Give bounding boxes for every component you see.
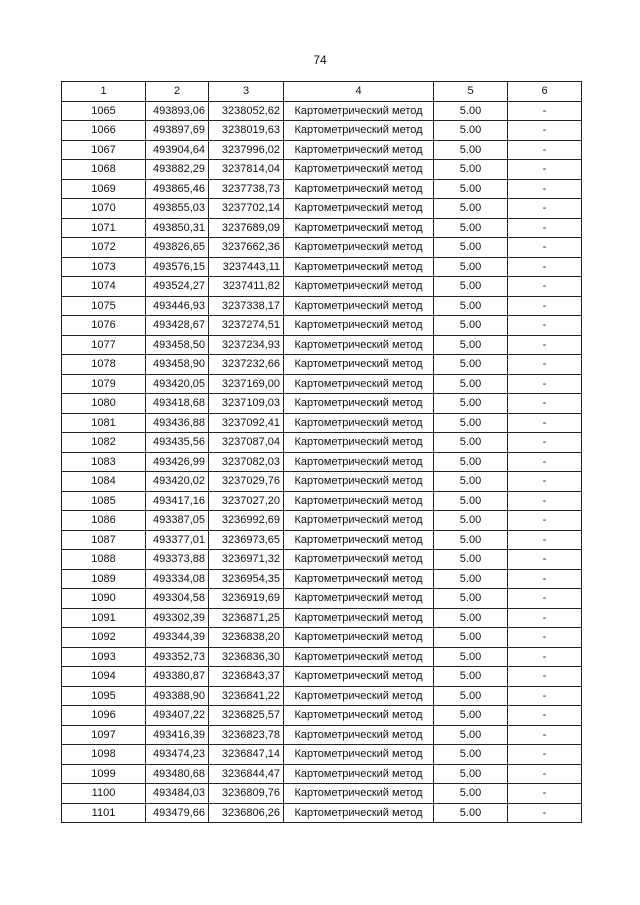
cell-coord-y: 3237029,76 <box>209 472 284 492</box>
cell-accuracy: 5.00 <box>434 335 508 355</box>
table-row <box>62 511 582 531</box>
table-row <box>62 218 582 238</box>
cell-method: Картометрический метод <box>284 296 434 316</box>
cell-point-number: 1065 <box>62 101 146 121</box>
cell-point-number: 1080 <box>62 394 146 414</box>
cell-point-number: 1084 <box>62 472 146 492</box>
cell-note: - <box>508 121 582 141</box>
cell-coord-x: 493893,06 <box>146 101 209 121</box>
cell-method: Картометрический метод <box>284 199 434 219</box>
cell-coord-y: 3236843,37 <box>209 667 284 687</box>
cell-point-number: 1088 <box>62 550 146 570</box>
table-row <box>62 491 582 511</box>
table-row <box>62 140 582 160</box>
cell-accuracy: 5.00 <box>434 667 508 687</box>
cell-coord-x: 493302,39 <box>146 608 209 628</box>
cell-coord-x: 493304,58 <box>146 589 209 609</box>
cell-method: Картометрический метод <box>284 491 434 511</box>
cell-note: - <box>508 706 582 726</box>
cell-method: Картометрический метод <box>284 121 434 141</box>
cell-accuracy: 5.00 <box>434 238 508 258</box>
cell-note: - <box>508 160 582 180</box>
cell-point-number: 1076 <box>62 316 146 336</box>
cell-coord-y: 3236971,32 <box>209 550 284 570</box>
cell-coord-x: 493524,27 <box>146 277 209 297</box>
cell-coord-y: 3237702,14 <box>209 199 284 219</box>
cell-method: Картометрический метод <box>284 140 434 160</box>
cell-method: Картометрический метод <box>284 335 434 355</box>
table-row <box>62 530 582 550</box>
table-row <box>62 589 582 609</box>
cell-accuracy: 5.00 <box>434 803 508 823</box>
cell-method: Картометрический метод <box>284 472 434 492</box>
cell-point-number: 1085 <box>62 491 146 511</box>
cell-coord-x: 493436,88 <box>146 413 209 433</box>
table-row <box>62 628 582 648</box>
column-header-6: 6 <box>508 82 582 102</box>
cell-coord-y: 3236919,69 <box>209 589 284 609</box>
cell-method: Картометрический метод <box>284 238 434 258</box>
cell-coord-y: 3236806,26 <box>209 803 284 823</box>
coordinates-table <box>61 81 582 823</box>
cell-coord-x: 493882,29 <box>146 160 209 180</box>
cell-method: Картометрический метод <box>284 530 434 550</box>
table-row <box>62 277 582 297</box>
table-row <box>62 569 582 589</box>
cell-coord-y: 3236823,78 <box>209 725 284 745</box>
cell-point-number: 1097 <box>62 725 146 745</box>
cell-note: - <box>508 530 582 550</box>
cell-point-number: 1092 <box>62 628 146 648</box>
cell-coord-y: 3236838,20 <box>209 628 284 648</box>
cell-accuracy: 5.00 <box>434 179 508 199</box>
cell-coord-x: 493850,31 <box>146 218 209 238</box>
cell-point-number: 1087 <box>62 530 146 550</box>
cell-coord-x: 493576,15 <box>146 257 209 277</box>
cell-note: - <box>508 218 582 238</box>
cell-coord-y: 3237087,04 <box>209 433 284 453</box>
cell-coord-x: 493417,16 <box>146 491 209 511</box>
cell-coord-x: 493407,22 <box>146 706 209 726</box>
cell-accuracy: 5.00 <box>434 472 508 492</box>
cell-note: - <box>508 179 582 199</box>
cell-coord-y: 3236825,57 <box>209 706 284 726</box>
table-row <box>62 667 582 687</box>
cell-method: Картометрический метод <box>284 179 434 199</box>
table-row <box>62 413 582 433</box>
cell-accuracy: 5.00 <box>434 628 508 648</box>
cell-accuracy: 5.00 <box>434 160 508 180</box>
cell-accuracy: 5.00 <box>434 686 508 706</box>
cell-method: Картометрический метод <box>284 686 434 706</box>
table-row <box>62 550 582 570</box>
column-header-3: 3 <box>209 82 284 102</box>
cell-method: Картометрический метод <box>284 764 434 784</box>
cell-coord-x: 493380,87 <box>146 667 209 687</box>
cell-note: - <box>508 199 582 219</box>
cell-method: Картометрический метод <box>284 745 434 765</box>
cell-accuracy: 5.00 <box>434 374 508 394</box>
table-row <box>62 472 582 492</box>
cell-point-number: 1093 <box>62 647 146 667</box>
cell-note: - <box>508 589 582 609</box>
cell-note: - <box>508 647 582 667</box>
cell-note: - <box>508 511 582 531</box>
cell-coord-y: 3237109,03 <box>209 394 284 414</box>
table-row <box>62 803 582 823</box>
cell-accuracy: 5.00 <box>434 569 508 589</box>
cell-note: - <box>508 355 582 375</box>
cell-coord-x: 493479,66 <box>146 803 209 823</box>
column-header-4: 4 <box>284 82 434 102</box>
cell-point-number: 1101 <box>62 803 146 823</box>
table-row <box>62 257 582 277</box>
table-row <box>62 199 582 219</box>
cell-note: - <box>508 764 582 784</box>
cell-accuracy: 5.00 <box>434 277 508 297</box>
cell-note: - <box>508 374 582 394</box>
cell-coord-y: 3237411,82 <box>209 277 284 297</box>
cell-accuracy: 5.00 <box>434 647 508 667</box>
cell-note: - <box>508 335 582 355</box>
cell-note: - <box>508 628 582 648</box>
cell-method: Картометрический метод <box>284 413 434 433</box>
cell-note: - <box>508 608 582 628</box>
cell-method: Картометрический метод <box>284 511 434 531</box>
cell-coord-x: 493418,68 <box>146 394 209 414</box>
cell-coord-y: 3237814,04 <box>209 160 284 180</box>
cell-point-number: 1071 <box>62 218 146 238</box>
cell-coord-x: 493420,05 <box>146 374 209 394</box>
cell-method: Картометрический метод <box>284 647 434 667</box>
table-row <box>62 316 582 336</box>
table-row <box>62 179 582 199</box>
cell-point-number: 1070 <box>62 199 146 219</box>
cell-accuracy: 5.00 <box>434 452 508 472</box>
cell-coord-y: 3237996,02 <box>209 140 284 160</box>
cell-point-number: 1094 <box>62 667 146 687</box>
table-row <box>62 706 582 726</box>
cell-coord-y: 3236847,14 <box>209 745 284 765</box>
cell-accuracy: 5.00 <box>434 101 508 121</box>
cell-point-number: 1100 <box>62 784 146 804</box>
cell-coord-x: 493416,39 <box>146 725 209 745</box>
cell-coord-y: 3237234,93 <box>209 335 284 355</box>
cell-note: - <box>508 413 582 433</box>
cell-coord-y: 3237027,20 <box>209 491 284 511</box>
cell-point-number: 1078 <box>62 355 146 375</box>
cell-coord-y: 3236809,76 <box>209 784 284 804</box>
table-body <box>62 101 582 823</box>
table-row <box>62 296 582 316</box>
cell-coord-x: 493446,93 <box>146 296 209 316</box>
cell-note: - <box>508 394 582 414</box>
cell-coord-x: 493428,67 <box>146 316 209 336</box>
cell-point-number: 1090 <box>62 589 146 609</box>
table-row <box>62 101 582 121</box>
cell-coord-x: 493387,05 <box>146 511 209 531</box>
table-header-row <box>62 82 582 102</box>
cell-coord-y: 3236871,25 <box>209 608 284 628</box>
cell-accuracy: 5.00 <box>434 140 508 160</box>
cell-accuracy: 5.00 <box>434 316 508 336</box>
cell-point-number: 1096 <box>62 706 146 726</box>
table-row <box>62 608 582 628</box>
cell-method: Картометрический метод <box>284 706 434 726</box>
cell-coord-y: 3237338,17 <box>209 296 284 316</box>
cell-note: - <box>508 238 582 258</box>
cell-point-number: 1075 <box>62 296 146 316</box>
cell-method: Картометрический метод <box>284 569 434 589</box>
cell-method: Картометрический метод <box>284 394 434 414</box>
cell-point-number: 1099 <box>62 764 146 784</box>
cell-method: Картометрический метод <box>284 550 434 570</box>
cell-method: Картометрический метод <box>284 355 434 375</box>
cell-note: - <box>508 667 582 687</box>
cell-point-number: 1069 <box>62 179 146 199</box>
cell-note: - <box>508 296 582 316</box>
table-row <box>62 374 582 394</box>
cell-note: - <box>508 745 582 765</box>
cell-point-number: 1066 <box>62 121 146 141</box>
cell-note: - <box>508 277 582 297</box>
cell-coord-x: 493352,73 <box>146 647 209 667</box>
column-header-2: 2 <box>146 82 209 102</box>
cell-accuracy: 5.00 <box>434 121 508 141</box>
cell-accuracy: 5.00 <box>434 413 508 433</box>
cell-coord-y: 3237082,03 <box>209 452 284 472</box>
table-row <box>62 433 582 453</box>
cell-method: Картометрический метод <box>284 725 434 745</box>
cell-coord-x: 493435,56 <box>146 433 209 453</box>
table-row <box>62 160 582 180</box>
cell-coord-x: 493458,90 <box>146 355 209 375</box>
cell-method: Картометрический метод <box>284 101 434 121</box>
cell-coord-y: 3237689,09 <box>209 218 284 238</box>
cell-accuracy: 5.00 <box>434 589 508 609</box>
cell-method: Картометрический метод <box>284 589 434 609</box>
cell-accuracy: 5.00 <box>434 784 508 804</box>
cell-coord-x: 493334,08 <box>146 569 209 589</box>
cell-method: Картометрический метод <box>284 628 434 648</box>
cell-method: Картометрический метод <box>284 784 434 804</box>
table-row <box>62 686 582 706</box>
cell-coord-y: 3237738,73 <box>209 179 284 199</box>
table-row <box>62 355 582 375</box>
cell-note: - <box>508 452 582 472</box>
table-row <box>62 452 582 472</box>
cell-coord-y: 3237662,36 <box>209 238 284 258</box>
cell-method: Картометрический метод <box>284 667 434 687</box>
table-row <box>62 745 582 765</box>
cell-coord-x: 493344,39 <box>146 628 209 648</box>
cell-coord-y: 3238019,63 <box>209 121 284 141</box>
cell-point-number: 1095 <box>62 686 146 706</box>
cell-coord-x: 493855,03 <box>146 199 209 219</box>
cell-point-number: 1098 <box>62 745 146 765</box>
cell-note: - <box>508 472 582 492</box>
cell-accuracy: 5.00 <box>434 257 508 277</box>
table-row <box>62 335 582 355</box>
cell-method: Картометрический метод <box>284 374 434 394</box>
cell-method: Картометрический метод <box>284 433 434 453</box>
cell-accuracy: 5.00 <box>434 530 508 550</box>
cell-coord-x: 493377,01 <box>146 530 209 550</box>
cell-method: Картометрический метод <box>284 803 434 823</box>
cell-coord-x: 493826,65 <box>146 238 209 258</box>
cell-accuracy: 5.00 <box>434 433 508 453</box>
cell-coord-x: 493474,23 <box>146 745 209 765</box>
table-row <box>62 784 582 804</box>
cell-point-number: 1072 <box>62 238 146 258</box>
cell-coord-x: 493373,88 <box>146 550 209 570</box>
cell-coord-y: 3236836,30 <box>209 647 284 667</box>
cell-accuracy: 5.00 <box>434 550 508 570</box>
cell-accuracy: 5.00 <box>434 199 508 219</box>
table-row <box>62 647 582 667</box>
cell-note: - <box>508 316 582 336</box>
table-row <box>62 725 582 745</box>
cell-coord-x: 493388,90 <box>146 686 209 706</box>
cell-accuracy: 5.00 <box>434 725 508 745</box>
table-row <box>62 394 582 414</box>
cell-method: Картометрический метод <box>284 218 434 238</box>
cell-coord-y: 3237274,51 <box>209 316 284 336</box>
cell-method: Картометрический метод <box>284 608 434 628</box>
cell-note: - <box>508 686 582 706</box>
cell-point-number: 1081 <box>62 413 146 433</box>
cell-accuracy: 5.00 <box>434 355 508 375</box>
cell-coord-x: 493897,69 <box>146 121 209 141</box>
cell-note: - <box>508 725 582 745</box>
cell-coord-y: 3236992,69 <box>209 511 284 531</box>
cell-point-number: 1068 <box>62 160 146 180</box>
cell-method: Картометрический метод <box>284 257 434 277</box>
cell-coord-y: 3237232,66 <box>209 355 284 375</box>
cell-point-number: 1091 <box>62 608 146 628</box>
column-header-5: 5 <box>434 82 508 102</box>
cell-accuracy: 5.00 <box>434 745 508 765</box>
cell-point-number: 1067 <box>62 140 146 160</box>
cell-coord-x: 493484,03 <box>146 784 209 804</box>
cell-accuracy: 5.00 <box>434 394 508 414</box>
cell-point-number: 1089 <box>62 569 146 589</box>
cell-accuracy: 5.00 <box>434 491 508 511</box>
cell-coord-y: 3237092,41 <box>209 413 284 433</box>
cell-note: - <box>508 257 582 277</box>
cell-coord-y: 3236844,47 <box>209 764 284 784</box>
cell-point-number: 1073 <box>62 257 146 277</box>
cell-method: Картометрический метод <box>284 277 434 297</box>
cell-point-number: 1083 <box>62 452 146 472</box>
cell-method: Картометрический метод <box>284 452 434 472</box>
cell-point-number: 1077 <box>62 335 146 355</box>
cell-coord-x: 493480,68 <box>146 764 209 784</box>
cell-coord-x: 493904,64 <box>146 140 209 160</box>
cell-note: - <box>508 140 582 160</box>
cell-point-number: 1086 <box>62 511 146 531</box>
cell-coord-y: 3236841,22 <box>209 686 284 706</box>
table-row <box>62 238 582 258</box>
cell-accuracy: 5.00 <box>434 296 508 316</box>
cell-note: - <box>508 550 582 570</box>
cell-coord-y: 3236954,35 <box>209 569 284 589</box>
cell-accuracy: 5.00 <box>434 706 508 726</box>
page-number: 74 <box>313 53 327 67</box>
cell-method: Картометрический метод <box>284 160 434 180</box>
cell-note: - <box>508 433 582 453</box>
column-header-1: 1 <box>62 82 146 102</box>
cell-coord-y: 3236973,65 <box>209 530 284 550</box>
cell-note: - <box>508 803 582 823</box>
cell-coord-y: 3237443,11 <box>209 257 284 277</box>
cell-coord-x: 493420,02 <box>146 472 209 492</box>
cell-accuracy: 5.00 <box>434 764 508 784</box>
cell-note: - <box>508 101 582 121</box>
cell-point-number: 1074 <box>62 277 146 297</box>
cell-point-number: 1079 <box>62 374 146 394</box>
cell-coord-x: 493865,46 <box>146 179 209 199</box>
cell-note: - <box>508 491 582 511</box>
cell-accuracy: 5.00 <box>434 218 508 238</box>
cell-note: - <box>508 784 582 804</box>
cell-accuracy: 5.00 <box>434 511 508 531</box>
cell-note: - <box>508 569 582 589</box>
cell-coord-y: 3238052,62 <box>209 101 284 121</box>
table-row <box>62 764 582 784</box>
cell-coord-x: 493458,50 <box>146 335 209 355</box>
cell-method: Картометрический метод <box>284 316 434 336</box>
cell-coord-y: 3237169,00 <box>209 374 284 394</box>
cell-coord-x: 493426,99 <box>146 452 209 472</box>
cell-accuracy: 5.00 <box>434 608 508 628</box>
cell-point-number: 1082 <box>62 433 146 453</box>
table-row <box>62 121 582 141</box>
